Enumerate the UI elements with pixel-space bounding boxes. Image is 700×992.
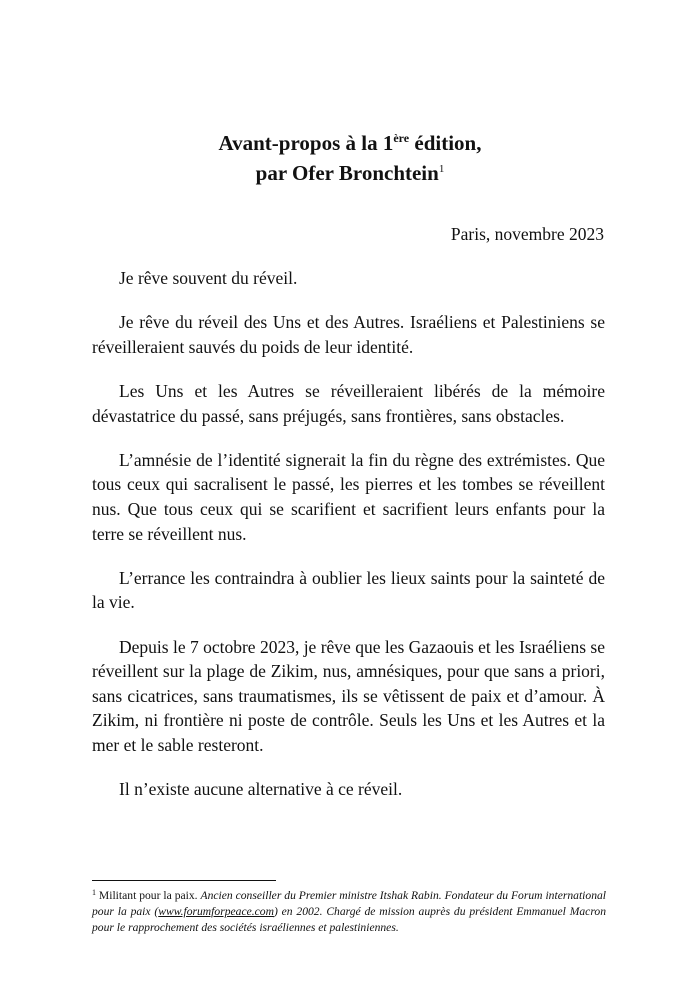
title-line-1: [0, 128, 700, 158]
footnote: [92, 888, 606, 936]
title-line-1-text: Avant-propos à la 1: [218, 131, 394, 155]
title-author: par Ofer Bronchtein: [255, 161, 439, 185]
paragraph: Les Uns et les Autres se réveilleraient libérés de la mémoire dévastatrice du passé, sans préjugés, sans frontières, sans obstacles.: [92, 380, 605, 426]
footnote-italic-text-end: ) en 2002. Chargé de mission auprès du président Emmanuel Macron pour le rapprochement des sociétés israéliennes et palestiniennes.: [92, 905, 607, 934]
footnote-reference[interactable]: 1: [438, 163, 445, 175]
dateline: Paris, novembre 2023: [450, 224, 604, 244]
footnote-marker: 1: [92, 888, 96, 897]
paragraph: Il n’existe aucune alternative à ce réveil.: [119, 779, 403, 800]
footnote-link[interactable]: www.forumforpeace.com: [158, 905, 274, 918]
title-superscript: ère: [393, 131, 410, 145]
paragraph: Je rêve souvent du réveil.: [119, 268, 298, 288]
footnote-divider: [92, 880, 276, 881]
title-line-1-suffix: édition,: [409, 131, 482, 155]
body-text: [92, 266, 605, 821]
footnote-plain-text: Militant pour la paix.: [96, 889, 201, 902]
footnote-italic-text: Ancien conseiller du Premier ministre Itshak Rabin. Fondateur du Forum international pour la paix (: [92, 889, 607, 918]
paragraph: Depuis le 7 octobre 2023, je rêve que les Gazaouis et les Israéliens se réveillent sur la plage de Zikim, nus, amnésiques, pour que sans a priori, sans cicatrices, sans traumatismes, ils se vêtissent de paix et d’amour. À Zikim, ni frontière ni poste de contrôle. Seuls les Uns et les Autres et la mer et le sable resteront.: [92, 636, 605, 755]
paragraph: L’errance les contraindra à oublier les lieux saints pour la sainteté de la vie.: [92, 567, 605, 613]
paragraph: L’amnésie de l’identité signerait la fin du règne des extrémistes. Que tous ceux qui sacralisent le passé, les pierres et les tombes se réveillent nus. Que tous ceux qui se scarifient et sacrifient leurs enfants pour la terre se réveillent nus.: [92, 449, 605, 544]
page-title: [0, 128, 700, 188]
title-line-2: [0, 158, 700, 188]
paragraph: Je rêve du réveil des Uns et des Autres. Israéliens et Palestiniens se réveilleraient sauvés du poids de leur identité.: [92, 312, 605, 357]
